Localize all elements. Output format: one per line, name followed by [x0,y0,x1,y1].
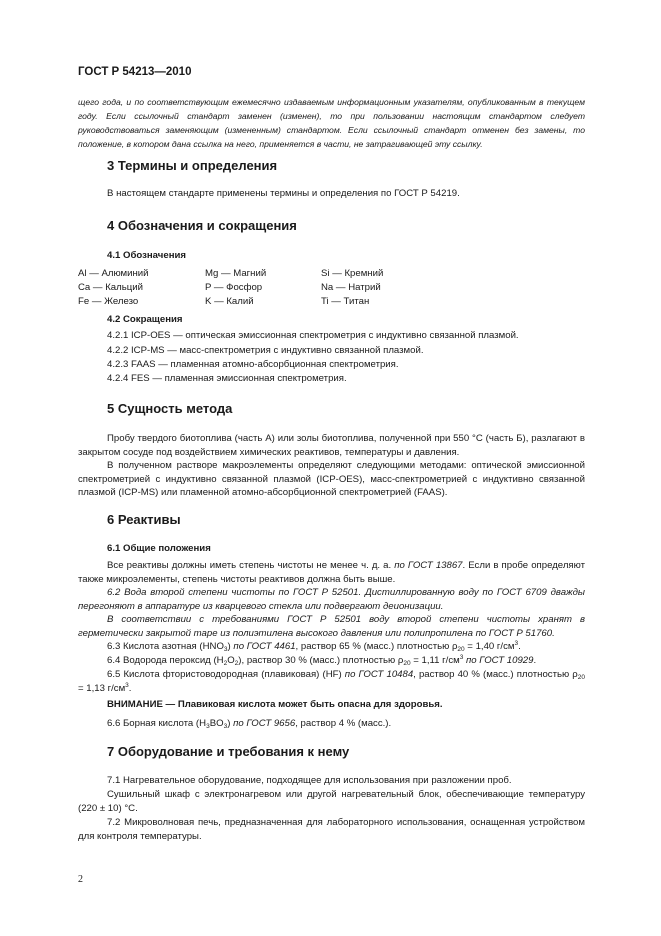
section-4-1-title: 4.1 Обозначения [107,250,186,261]
text-run: 6.4 Водорода пероксид (H [107,655,224,666]
section-6-4-para [78,654,585,668]
intro-paragraph: щего года, и по соответствующим ежемесячно издаваемым информационным указателям, опубликованным в текущем году. Если ссылочный стандарт заменен (изменен), то при пользовании настоящим стандартом следует руководствоваться заменяющим (измененным) стандартом. Если ссылочный стандарт отменен без замены, то положение, в котором дана ссылка на него, применяется в части, не затрагивающей эту ссылку. [78,97,585,149]
text-run: ) [227,641,234,652]
gost-ref: по ГОСТ 10929 [466,655,534,666]
section-6-3-para [78,640,585,654]
subscript: 20 [457,646,465,653]
element-ti: Ti — Титан [321,296,370,307]
element-ca: Ca — Кальций [78,282,143,293]
text-run: O [227,655,235,666]
text-run: 6.6 Борная кислота (H [107,718,207,729]
document-header: ГОСТ Р 54213—2010 [78,66,192,78]
section-6-2-storage-para: В соответствии с требованиями ГОСТ Р 52501 воду второй степени чистоты хранят в герметически закрытой таре из полиэтилена высокого давления или полипропилена по ГОСТ Р 51760. [78,614,585,639]
section-4-2-title: 4.2 Сокращения [107,314,183,325]
superscript: 3 [459,654,464,661]
gost-ref: по ГОСТ 9656 [233,718,296,729]
subscript: 2 [223,660,228,667]
subscript: 20 [403,660,411,667]
element-fe: Fe — Железо [78,296,139,307]
abbr-fes: 4.2.4 FES — пламенная эмиссионная спектрометрия. [107,373,347,384]
text-run: ), раствор 30 % (масс.) плотностью ρ [238,655,404,666]
element-p: P — Фосфор [205,282,263,293]
element-si: Si — Кремний [321,268,384,279]
text-run: = 1,40 г/см [464,641,515,652]
abbr-icp-ms: 4.2.2 ICP-MS — масс-спектрометрия с индуктивно связанной плазмой. [107,345,424,356]
warning-notice: ВНИМАНИЕ — Плавиковая кислота может быть опасна для здоровья. [107,699,443,710]
text-run: , раствор 65 % (масс.) плотностью ρ [295,641,458,652]
subscript: 3 [223,646,228,653]
text-run: = 1,13 г/см [78,682,126,694]
text-run: = 1,11 г/см [410,655,460,666]
section-6-2-para: 6.2 Вода второй степени чистоты по ГОСТ Р 52501. Дистиллированную воду по ГОСТ 6709 дважды перегоняют в аппаратуре из кварцевого стекла или подвергают деионизации. [78,587,585,612]
element-na: Na — Натрий [321,282,381,293]
section-6-6-para [107,717,585,731]
section-6-5-para [78,668,585,695]
text-run: , раствор 40 % (масс.) плотностью ρ [413,669,578,680]
section-5-para-1: Пробу твердого биотоплива (часть А) или золы биотоплива, полученной при 550 °С (часть Б), разлагают в закрытом сосуде под воздействием химических реактивов, температуры и давления. [78,433,585,458]
text-run: , раствор 4 % (масс.). [295,718,392,729]
section-7-2-para: 7.2 Микроволновая печь, предназначенная для лабораторного использования, оснащенная устройством для контроля температуры. [78,817,585,842]
subscript: 3 [223,723,228,730]
section-4-title: 4 Обозначения и сокращения [107,218,297,233]
section-7-title: 7 Оборудование и требования к нему [107,744,350,759]
text-run: . [518,641,521,652]
text-run: 6.3 Кислота азотная (HNO [107,641,224,652]
section-6-1-title: 6.1 Общие положения [107,543,211,554]
subscript: 2 [234,660,239,667]
text-run: . Если в пробе определяют также микроэлементы, степень чистоты реактивов должна быть выше. [78,560,585,585]
text-run: 6.5 Кислота фтористоводородная (плавиковая) (HF) [107,669,345,680]
abbr-icp-oes: 4.2.1 ICP-OES — оптическая эмиссионная спектрометрия с индуктивно связанной плазмой. [107,330,519,341]
text-run: BO [209,718,224,729]
text-run: ) [227,718,234,729]
element-al: Al — Алюминий [78,268,149,279]
element-k: K — Калий [205,296,254,307]
page-number: 2 [78,874,83,885]
superscript: 3 [514,640,519,647]
section-3-text: В настоящем стандарте применены термины и определения по ГОСТ Р 54219. [107,188,460,199]
text-run: . [533,655,537,666]
element-mg: Mg — Магний [205,268,267,279]
section-3-title: 3 Термины и определения [107,158,278,173]
text-run: Все реактивы должны иметь степень чистоты не менее ч. д. а. [107,560,395,571]
section-6-1-para [78,559,585,586]
section-7-1-para: 7.1 Нагревательное оборудование, подходящее для использования при разложении проб. [107,775,512,786]
section-7-1-oven-para: Сушильный шкаф с электронагревом или другой нагревательный блок, обеспечивающие температуру (220 ± 10) °С. [78,789,585,814]
subscript: 20 [577,674,585,681]
section-6-title: 6 Реактивы [107,512,181,527]
superscript: 3 [125,681,129,689]
abbr-faas: 4.2.3 FAAS — пламенная атомно-абсорбционная спектрометрия. [107,359,399,370]
gost-ref: по ГОСТ 4461 [233,641,296,652]
gost-ref: по ГОСТ 10484 [344,669,414,680]
subscript: 3 [206,723,210,730]
gost-ref: по ГОСТ 13867 [394,560,463,571]
section-5-title: 5 Сущность метода [107,401,233,416]
text-run: . [128,682,132,694]
section-5-para-2: В полученном растворе макроэлементы определяют следующими методами: оптической эмиссионной спектрометрией с индуктивно связанной плазмой (ICP-OES), масс-спектрометрией с индуктивно связанной плазмой (ICP-MS) или пламенной атомно-абсорбционной спектрометрией (FAAS). [78,460,585,498]
